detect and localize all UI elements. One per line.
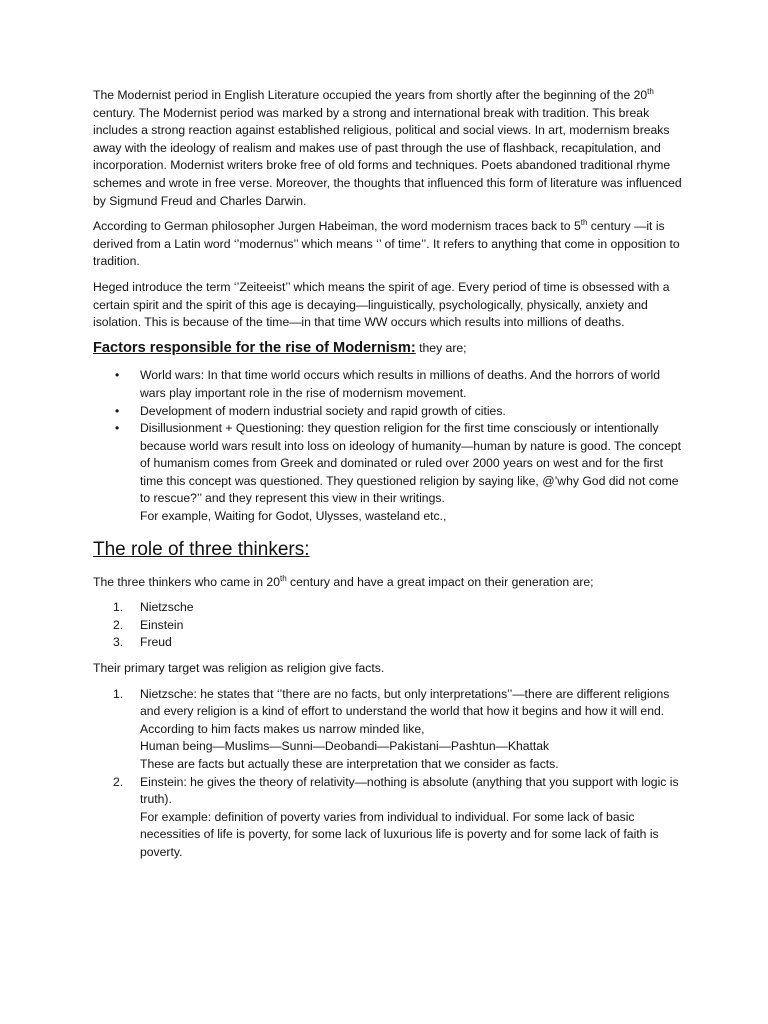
factors-heading-title: Factors responsible for the rise of Modernism: bbox=[93, 339, 416, 356]
thinker-name: Einstein bbox=[140, 617, 184, 632]
bullet-icon: • bbox=[115, 403, 120, 418]
intro-paragraph-3: Heged introduce the term ‘’Zeiteeist’’ which means the spirit of age. Every period of time is obsessed with a certain spirit and the spirit of this age is decaying—linguistically, psychologically, physically, anxiety and isolation. This is because of the time—in that time WW occurs which results into millions of deaths. bbox=[93, 279, 670, 330]
factors-heading-tail: they are; bbox=[415, 340, 467, 355]
thinker-detail-text: Einstein: he gives the theory of relativity—nothing is absolute (anything that you support with logic is truth). bbox=[140, 774, 679, 807]
list-number: 3. bbox=[113, 635, 124, 650]
factor-text: Disillusionment + Questioning: they question religion for the first time consciously or intentionally because world wars result into loss on ideology of humanity—human by nature is good. The concept of humanism comes from Greek and dominated or ruled over 2000 years on west and for the first time this concept was questioned. They questioned religion by saying like, @’why God did not come to rescue?’’ and they represent this view in their writings. bbox=[140, 421, 682, 506]
factors-list-item bbox=[115, 403, 682, 421]
thinker-name: Nietzsche bbox=[140, 600, 194, 615]
thinker-name: Freud bbox=[140, 635, 172, 650]
intro-p1-text-b: century. The Modernist period was marked by a strong and international break with tradition. This break includes a strong reaction against established religious, political and social views. In art, modernism breaks away with the ideology of realism and makes use of past through the use of flashback, recapitulation, and incorporation. Modernist writers broke free of old forms and techniques. Poets abandoned traditional rhyme schemes and wrote in free verse. Moreover, the thoughts that influenced this form of literature was influenced by Sigmund Freud and Charles Darwin. bbox=[93, 105, 682, 208]
factor-text: World wars: In that time world occurs which results in millions of deaths. And the horrors of world wars play important role in the rise of modernism movement. bbox=[140, 368, 660, 400]
factors-list-item bbox=[115, 367, 682, 402]
intro-paragraph-2 bbox=[93, 218, 682, 271]
thinker-list-item bbox=[113, 617, 682, 635]
factors-list bbox=[93, 367, 682, 525]
list-number: 2. bbox=[113, 774, 124, 789]
thinker-detail-line: These are facts but actually these are interpretation that we consider as facts. bbox=[140, 757, 559, 771]
intro-p2-text-b: century —it is derived from a Latin word ‘’modernus’’ which means ‘’ of time’’. It refers to anything that come in opposition to tradition. bbox=[93, 219, 680, 269]
bullet-icon: • bbox=[115, 368, 120, 383]
list-number: 1. bbox=[113, 600, 124, 615]
intro-p1-text-a: The Modernist period in English Literature occupied the years from shortly after the beginning of the 20 bbox=[93, 88, 648, 102]
role-intro-text-b: century and have a great impact on their generation are; bbox=[286, 574, 594, 589]
thinkers-list bbox=[93, 599, 682, 652]
factor-text: Development of modern industrial society and rapid growth of cities. bbox=[140, 403, 506, 418]
bullet-icon: • bbox=[115, 421, 120, 436]
intro-p2-text-a: According to German philosopher Jurgen Habeiman, the word modernism traces back to 5 bbox=[93, 219, 581, 234]
role-heading: The role of three thinkers: bbox=[93, 538, 310, 560]
thinker-detail-line: For example: definition of poverty varies from individual to individual. For some lack of basic necessities of life is poverty, for some lack of luxurious life is poverty and for some lack of faith is poverty. bbox=[140, 809, 659, 859]
thinker-detail-text: Nietzsche: he states that ‘’there are no facts, but only interpretations’’—there are different religions and every religion is a kind of effort to understand the world that how it begins and how it will end. bbox=[140, 686, 670, 719]
thinker-list-item bbox=[113, 599, 682, 617]
list-number: 2. bbox=[113, 617, 124, 632]
intro-paragraph-1 bbox=[93, 87, 682, 210]
role-intro bbox=[93, 574, 682, 592]
factors-heading bbox=[93, 340, 682, 358]
factors-list-item bbox=[115, 420, 682, 526]
superscript-th: th bbox=[647, 87, 654, 96]
role-target-sentence: Their primary target was religion as religion give facts. bbox=[93, 661, 385, 676]
thinker-list-item bbox=[113, 634, 682, 652]
thinker-details-list bbox=[93, 686, 682, 862]
role-intro-text-a: The three thinkers who came in 20 bbox=[93, 574, 280, 589]
thinker-detail-item bbox=[113, 686, 682, 774]
factor-example-text: For example, Waiting for Godot, Ulysses, wasteland etc., bbox=[140, 509, 447, 524]
list-number: 1. bbox=[113, 686, 124, 701]
superscript-th: th bbox=[580, 218, 588, 228]
superscript-th: th bbox=[279, 573, 287, 583]
thinker-detail-item bbox=[113, 774, 682, 862]
thinker-detail-line: According to him facts makes us narrow minded like, bbox=[140, 721, 425, 736]
thinker-detail-line: Human being—Muslims—Sunni—Deobandi—Pakistani—Pashtun—Khattak bbox=[140, 739, 550, 754]
